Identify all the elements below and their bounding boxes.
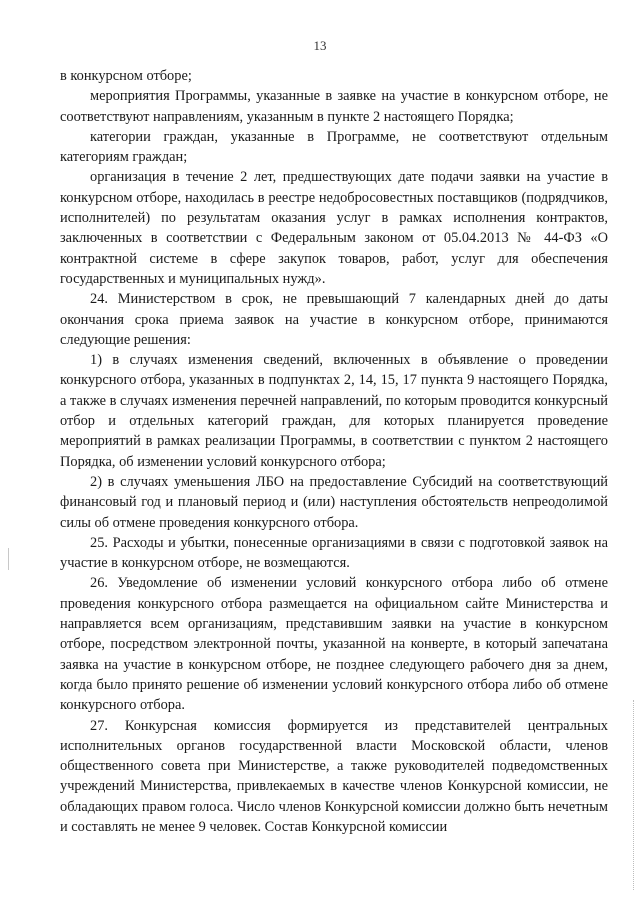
paragraph-citizen-categories-mismatch: категории граждан, указанные в Программе, не соответствуют отдельным категориям граждан; bbox=[60, 128, 608, 166]
paragraph-unfair-suppliers-registry: организация в течение 2 лет, предшествующих дате подачи заявки на участие в конкурсном отборе, находилась в реестре недобросовестных поставщиков (подрядчиков, исполнителей) по результатам оказания услуг в рамках исполнения контрактов, заключенных в соответствии с Федеральным законом от 05.04.2013 № 44-ФЗ «О контрактной системе в сфере закупок товаров, работ, услуг для обеспечения государственных и муниципальных нужд». bbox=[60, 169, 608, 287]
document-body bbox=[60, 66, 608, 837]
paragraph-event-list-tail: в конкурсном отборе; bbox=[60, 68, 192, 84]
page-number: 13 bbox=[313, 38, 327, 53]
paragraph-program-events-mismatch: мероприятия Программы, указанные в заявке на участие в конкурсном отборе, не соответствуют направлениям, указанным в пункте 2 настоящего Порядка; bbox=[60, 88, 608, 125]
margin-mark bbox=[8, 548, 9, 570]
paragraph-clause-27: 27. Конкурсная комиссия формируется из представителей центральных исполнительных органов государственной власти Московской области, членов общественного совета при Министерстве, а также руководителей подведомственных учреждений Министерства, привлекаемых в качестве членов Конкурсной комиссии, не обладающих правом голоса. Число членов Конкурсной комиссии должно быть нечетным и составлять не менее 9 человек. Состав Конкурсной комиссии bbox=[60, 717, 608, 835]
edge-scan-dots bbox=[633, 700, 635, 890]
paragraph-clause-24-item-1: 1) в случаях изменения сведений, включенных в объявление о проведении конкурсного отбора, указанных в подпунктах 2, 14, 15, 17 пункта 9 настоящего Порядка, а также в случаях изменения перечней направлений, по которым проводится конкурсный отбор и отдельных категорий граждан, для которых планируется проведение мероприятий в рамках реализации Программы, в соответствии с пунктом 2 настоящего Порядка, об изменении условий конкурсного отбора; bbox=[60, 352, 608, 470]
paragraph-clause-25: 25. Расходы и убытки, понесенные организациями в связи с подготовкой заявок на участие в конкурсном отборе, не возмещаются. bbox=[60, 534, 608, 572]
paragraph-clause-24-item-2: 2) в случаях уменьшения ЛБО на предоставление Субсидий на соответствующий финансовый год и плановый период и (или) наступления обстоятельств непреодолимой силы об отмене проведения конкурсного отбора. bbox=[60, 473, 608, 531]
paragraph-clause-26: 26. Уведомление об изменении условий конкурсного отбора либо об отмене проведения конкурсного отбора размещается на официальном сайте Министерства и направляется всем организациям, представившим заявки на участие в конкурсном отборе, посредством электронной почты, указанной на конверте, в который запечатана заявка на участие в конкурсном отборе, не позднее следующего рабочего дня за днем, когда было принято решение об изменении условий конкурсного отбора либо об отмене конкурсного отбора. bbox=[60, 575, 608, 714]
paragraph-clause-24: 24. Министерством в срок, не превышающий 7 календарных дней до даты окончания срока приема заявок на участие в конкурсном отборе, принимаются следующие решения: bbox=[60, 291, 608, 348]
